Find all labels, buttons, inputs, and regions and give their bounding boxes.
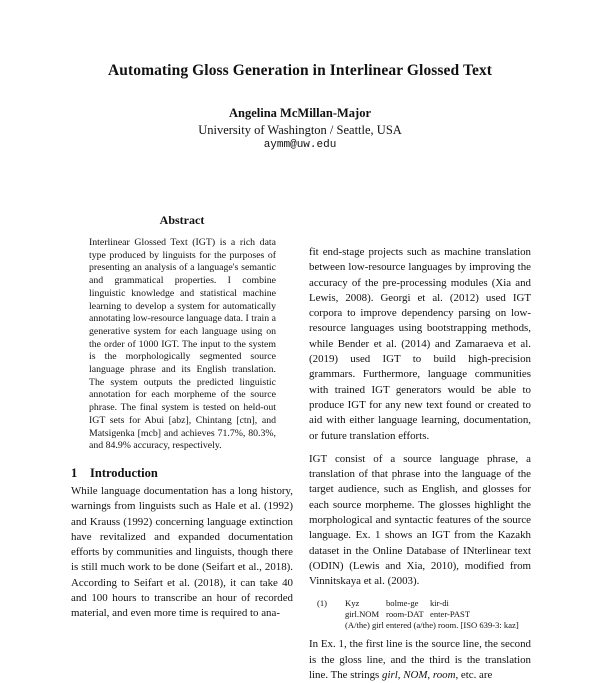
left-column bbox=[71, 213, 293, 622]
translation-text: (A/the) girl entered (a/the) room. [ISO 639-3: kaz] bbox=[345, 620, 519, 631]
section-number: 1 bbox=[71, 465, 78, 480]
paragraph3-start: In Ex. 1, the first line is the source line, the second is the gloss line, and the third is the translation line. The strings bbox=[309, 638, 531, 682]
gloss-word: room-DAT bbox=[386, 608, 424, 619]
paragraph3-end: , etc. are bbox=[455, 669, 493, 682]
author-affiliation: University of Washington / Seattle, USA bbox=[198, 123, 402, 137]
example-number: (1) bbox=[317, 597, 328, 608]
italic-term: room bbox=[432, 669, 456, 682]
gloss-word: girl.NOM bbox=[345, 608, 380, 619]
section-heading-introduction bbox=[71, 466, 293, 484]
right-paragraph-1: fit end-stage projects such as machine translation between low-resource languages by improving the accuracy of the pre-processing modules (Xia and Lewis, 2008). Georgi et al. (2012) used IGT corpora to improve dependency parsing on low-resource languages using bootstrapping methods, while Bender et al. (2014) and Zamaraeva et al. (2019) used IGT to build high-precision grammars. Furthermore, language communities with trained IGT generators would be able to produce IGT for any new text found or created to aid with either language learning, documentation, or future translation efforts. bbox=[309, 246, 531, 442]
gloss-word: enter-PAST bbox=[430, 608, 471, 619]
right-column bbox=[309, 245, 531, 683]
paper-title: Automating Gloss Generation in Interlinear Glossed Text bbox=[107, 62, 493, 79]
section-title: Introduction bbox=[90, 465, 158, 480]
introduction-paragraph: While language documentation has a long history, warnings from linguists such as Hale et al. (1992) and Krauss (1992) concerning language extinction have revitalized and expanded documentation efforts by communities and linguists, though there is still much work to be done (Seifart et al., 2018). According to Seifart et al. (2018), it can take 40 and 100 hours to transcribe an hour of recorded material, and even more time is required to ana- bbox=[71, 484, 293, 620]
italic-term: girl bbox=[382, 669, 398, 682]
term-separator: , bbox=[427, 669, 433, 682]
abstract-text: Interlinear Glossed Text (IGT) is a rich data type produced by linguists for the purposes of presenting an analysis of a language's semantic and grammatical properties. I combine linguistic knowledge and statistical machine learning to develop a system for automatically annotating low-resource language data. I train a generative system for each language using on the order of 1000 IGT. The input to the system is the morphologically segmented source language phrase and its English translation. The system outputs the predicted linguistic annotation for each morpheme of the source phrase. The final system is tested on held-out IGT sets for Abui [abz], Chintang [ctn], and Matsigenka [mcb] and achieves 71.7%, 80.3%, and 84.9% accuracy, respectively. bbox=[89, 237, 276, 452]
right-paragraph-3 bbox=[309, 637, 531, 683]
italic-term: NOM bbox=[403, 669, 428, 682]
source-word: bolme-ge bbox=[386, 597, 419, 608]
right-paragraph-2: IGT consist of a source language phrase, a translation of that phrase into the language of the target audience, such as English, and glosses for each source morpheme. The glosses highlight the morphological and syntactic features of the source language. Ex. 1 shows an IGT from the Kazakh dataset in the Online Database of INterlinear text (ODIN) (Lewis and Xia, 2010), modified from Vinnitskaya et al. (2003). bbox=[309, 452, 531, 588]
igt-example bbox=[317, 598, 531, 632]
example-translation-line bbox=[317, 620, 531, 631]
author-email[interactable]: aymm@uw.edu bbox=[263, 139, 337, 151]
source-word: Kyz bbox=[345, 597, 360, 608]
abstract-heading: Abstract bbox=[159, 213, 205, 227]
example-gloss-line bbox=[317, 609, 531, 620]
source-word: kir-di bbox=[430, 597, 449, 608]
term-separator: , bbox=[397, 669, 404, 682]
example-source-line bbox=[317, 598, 531, 609]
author-name: Angelina McMillan-Major bbox=[229, 106, 371, 120]
